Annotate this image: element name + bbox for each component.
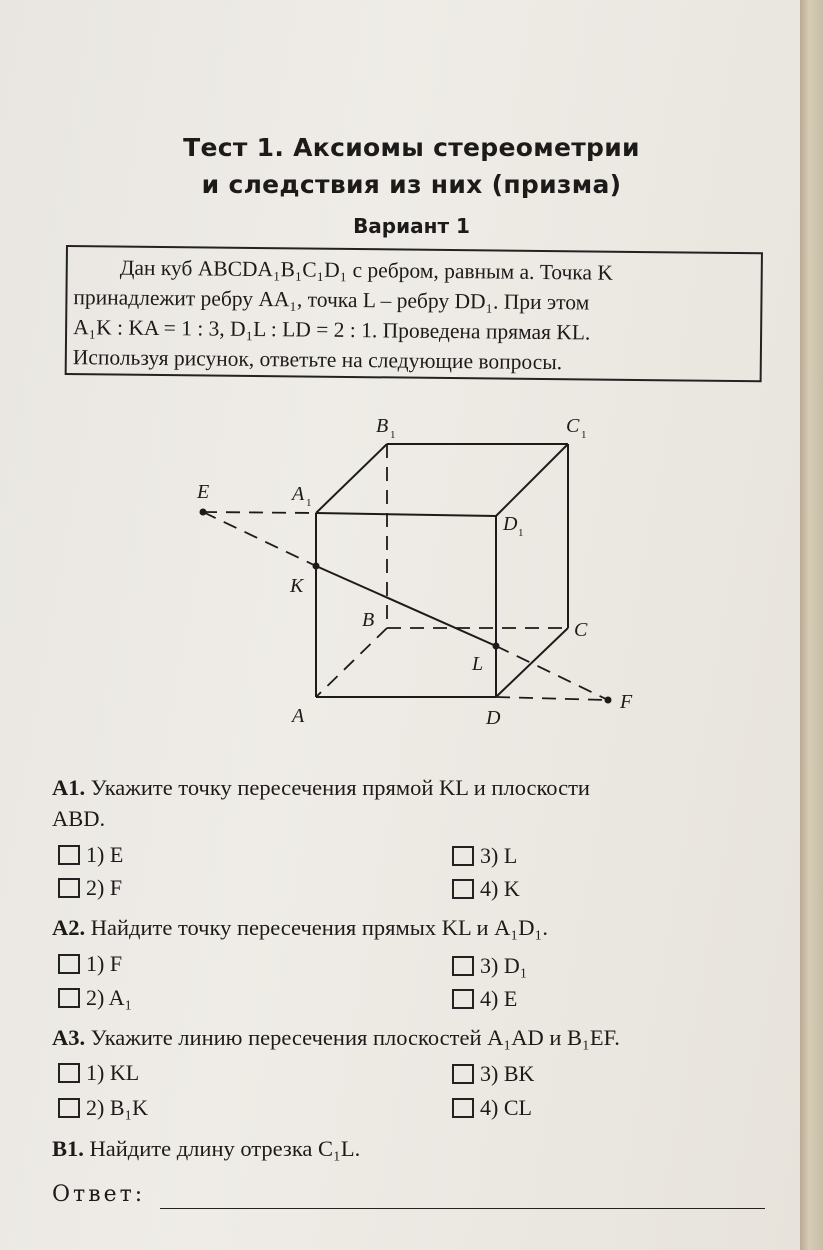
label-c1: C — [566, 415, 580, 437]
checkbox[interactable] — [452, 989, 474, 1009]
a2-option-4[interactable]: 4) E — [452, 986, 517, 1012]
checkbox[interactable] — [452, 1098, 474, 1118]
a1-option-2[interactable]: 2) F — [58, 875, 122, 901]
checkbox[interactable] — [452, 879, 474, 899]
point-k — [313, 563, 320, 570]
label-b: B — [362, 609, 375, 631]
checkbox[interactable] — [58, 988, 80, 1008]
test-title-line2: и следствия из них (призма) — [201, 170, 622, 199]
question-b1-text: Найдите длину отрезка C₁L. — [89, 1136, 361, 1161]
checkbox[interactable] — [58, 878, 80, 898]
edge-c1-d1 — [496, 444, 568, 516]
question-a1 — [52, 775, 590, 801]
extension-e-a1 — [203, 512, 316, 513]
checkbox[interactable] — [58, 1063, 80, 1083]
checkbox[interactable] — [452, 1064, 474, 1084]
point-e — [200, 509, 207, 516]
label-c: C — [574, 619, 588, 641]
extension-l-f — [496, 646, 608, 700]
a1-option-4[interactable]: 4) K — [452, 876, 520, 902]
a2-option-2[interactable]: 2) A₁ — [58, 985, 132, 1011]
answer-field[interactable] — [160, 1208, 765, 1209]
label-e: E — [197, 481, 210, 503]
label-l: L — [472, 653, 484, 675]
extension-e-k — [203, 512, 316, 566]
line-kl — [316, 566, 496, 646]
a1-option-3[interactable]: 3) L — [452, 843, 517, 869]
page-edge — [800, 0, 823, 1250]
label-f: F — [620, 691, 633, 713]
label-a: A — [292, 705, 305, 727]
a2-option-1[interactable]: 1) F — [58, 951, 122, 977]
checkbox[interactable] — [58, 954, 80, 974]
label-b1: B — [376, 415, 389, 437]
a1-option-1[interactable]: 1) E — [58, 842, 123, 868]
question-a2 — [52, 915, 548, 941]
a2-option-3[interactable]: 3) D₁ — [452, 953, 527, 979]
point-f — [605, 697, 612, 704]
question-a2-id: A2. — [52, 915, 86, 940]
label-a1: A — [292, 483, 305, 505]
problem-line-1: Дан куб ABCDA₁B₁C₁D₁ с ребром, равным a. Точка K — [119, 255, 614, 285]
label-a1-sub: 1 — [306, 497, 312, 509]
point-l — [493, 643, 500, 650]
checkbox[interactable] — [58, 845, 80, 865]
label-d: D — [486, 707, 501, 729]
edge-a1-d1 — [316, 513, 496, 516]
question-a1-text: Укажите точку пересечения прямой KL и плоскости — [90, 775, 590, 800]
a3-option-2[interactable]: 2) B₁K — [58, 1095, 148, 1121]
question-a3-text: Укажите линию пересечения плоскостей A₁AD и B₁EF. — [90, 1025, 620, 1050]
test-title-line1: Тест 1. Аксиомы стереометрии — [183, 133, 640, 162]
answer-label: Ответ: — [52, 1182, 146, 1207]
edge-a1-b1 — [316, 444, 387, 513]
question-b1 — [52, 1136, 360, 1162]
variant-heading: Вариант 1 — [353, 214, 470, 238]
problem-line-4: Используя рисунок, ответьте на следующие вопросы. — [72, 345, 563, 375]
problem-line-2: принадлежит ребру AA₁, точка L – ребру DD₁. При этом — [73, 285, 590, 315]
checkbox[interactable] — [58, 1098, 80, 1118]
label-k: K — [290, 575, 304, 597]
question-a3 — [52, 1025, 620, 1051]
a3-option-1[interactable]: 1) KL — [58, 1060, 139, 1086]
question-a1-line2: ABD. — [52, 806, 106, 831]
label-d1: D — [503, 513, 518, 535]
edge-c-d — [496, 628, 568, 697]
question-a1-id: A1. — [52, 775, 86, 800]
label-c1-sub: 1 — [581, 429, 587, 441]
label-d1-sub: 1 — [518, 527, 524, 539]
question-a2-text: Найдите точку пересечения прямых KL и A₁D₁. — [90, 915, 548, 940]
label-b1-sub: 1 — [390, 429, 396, 441]
question-b1-id: B1. — [52, 1136, 84, 1161]
extension-d-f — [496, 697, 608, 700]
checkbox[interactable] — [452, 956, 474, 976]
a3-option-3[interactable]: 3) BK — [452, 1061, 534, 1087]
checkbox[interactable] — [452, 846, 474, 866]
problem-line-3: A₁K : KA = 1 : 3, D₁L : LD = 2 : 1. Проведена прямая KL. — [73, 315, 591, 345]
question-a3-id: A3. — [52, 1025, 86, 1050]
a3-option-4[interactable]: 4) CL — [452, 1095, 532, 1121]
hidden-edge-b-a — [316, 628, 387, 697]
